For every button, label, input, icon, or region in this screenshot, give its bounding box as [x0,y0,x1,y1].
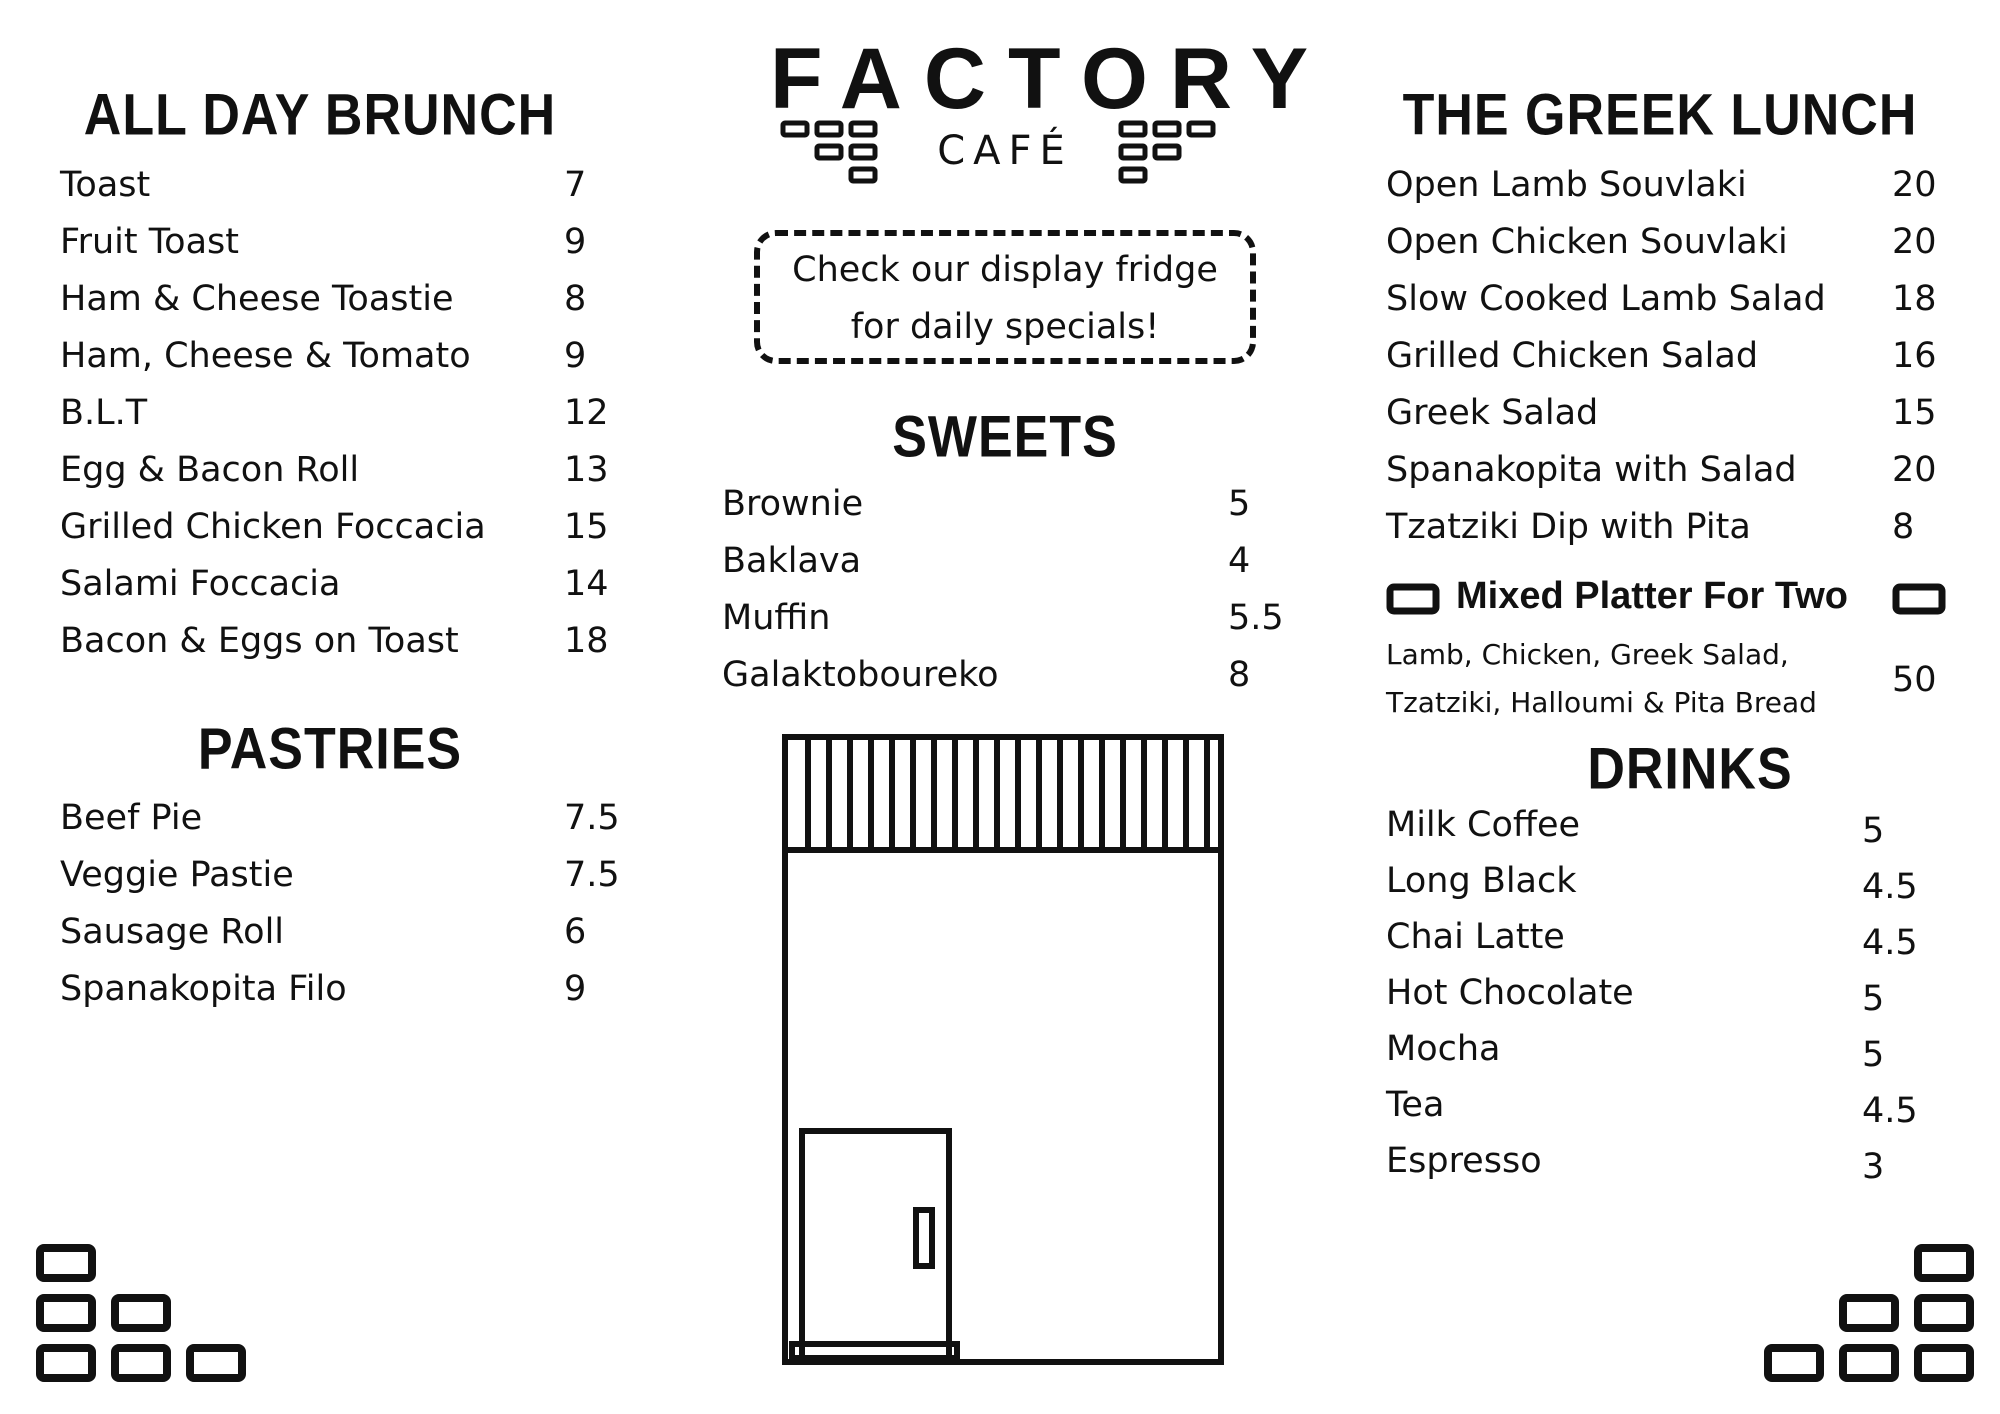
sweets-item-name: Galaktoboureko [722,655,999,695]
platter-title: Mixed Platter For Two [1456,575,1849,617]
drinks-item-price: 4.5 [1862,1091,1918,1131]
brunch-item-name: Salami Foccacia [60,564,341,604]
sweets-item-price: 5 [1228,484,1251,524]
greek-item-name: Spanakopita with Salad [1386,450,1797,490]
platter-desc-line-1: Lamb, Chicken, Greek Salad, [1386,638,1789,671]
logo-subtitle: CAFÉ [937,128,1073,174]
brunch-item-name: Bacon & Eggs on Toast [60,621,459,661]
greek-item-name: Open Lamb Souvlaki [1386,165,1747,205]
greek-item-price: 8 [1892,507,1915,547]
brunch-item-price: 18 [564,621,609,661]
drinks-item-name: Long Black [1386,861,1577,901]
corner-bricks-right-icon [1762,1242,1982,1392]
greek-item-price: 20 [1892,450,1937,490]
greek-heading: THE GREEK LUNCH [1402,83,1918,149]
sweets-item-price: 8 [1228,655,1251,695]
drinks-item-price: 5 [1862,1035,1885,1075]
pastries-heading: PASTRIES [197,717,463,783]
sweets-item-price: 5.5 [1228,598,1284,638]
drinks-item-name: Tea [1386,1085,1445,1125]
greek-item-name: Slow Cooked Lamb Salad [1386,279,1826,319]
brunch-item-price: 9 [564,222,587,262]
brunch-item-price: 13 [564,450,609,490]
platter-price: 50 [1892,660,1937,700]
logo-bricks-left-icon [780,120,890,190]
brunch-item-name: B.L.T [60,393,148,433]
sweets-item-name: Muffin [722,598,831,638]
brunch-item-price: 8 [564,279,587,319]
drinks-item-price: 5 [1862,979,1885,1019]
drinks-item-name: Mocha [1386,1029,1501,1069]
greek-item-price: 20 [1892,165,1937,205]
brick-icon [1386,583,1442,617]
pastries-item-price: 9 [564,969,587,1009]
corner-bricks-left-icon [34,1242,254,1392]
brunch-item-price: 14 [564,564,609,604]
logo-title: FACTORY [770,31,1331,127]
logo-bricks-right-icon [1118,120,1228,190]
brick-icon [1892,583,1948,617]
notice-line-1: Check our display fridge [792,250,1218,290]
greek-item-name: Grilled Chicken Salad [1386,336,1759,376]
brunch-item-name: Egg & Bacon Roll [60,450,360,490]
platter-desc-line-2: Tzatziki, Halloumi & Pita Bread [1386,686,1817,719]
brunch-item-name: Ham, Cheese & Tomato [60,336,471,376]
brunch-item-price: 7 [564,165,587,205]
sweets-item-name: Baklava [722,541,862,581]
pastries-item-name: Sausage Roll [60,912,285,952]
drinks-item-name: Espresso [1386,1141,1542,1181]
brunch-item-price: 15 [564,507,609,547]
brunch-item-name: Toast [60,165,151,205]
drinks-item-price: 4.5 [1862,867,1918,907]
drinks-item-price: 4.5 [1862,923,1918,963]
pastries-item-price: 7.5 [564,798,620,838]
pastries-item-name: Spanakopita Filo [60,969,347,1009]
fridge-icon [780,730,1230,1370]
sweets-item-name: Brownie [722,484,864,524]
pastries-item-name: Beef Pie [60,798,203,838]
drinks-item-name: Milk Coffee [1386,805,1581,845]
pastries-item-price: 6 [564,912,587,952]
drinks-item-name: Chai Latte [1386,917,1565,957]
drinks-item-price: 5 [1862,811,1885,851]
pastries-item-price: 7.5 [564,855,620,895]
greek-item-name: Greek Salad [1386,393,1599,433]
brunch-item-price: 12 [564,393,609,433]
greek-item-price: 15 [1892,393,1937,433]
brunch-item-price: 9 [564,336,587,376]
brunch-item-name: Grilled Chicken Foccacia [60,507,486,547]
brunch-heading: ALL DAY BRUNCH [83,83,557,149]
drinks-item-name: Hot Chocolate [1386,973,1634,1013]
sweets-item-price: 4 [1228,541,1251,581]
greek-item-price: 16 [1892,336,1937,376]
greek-item-name: Open Chicken Souvlaki [1386,222,1788,262]
brunch-item-name: Fruit Toast [60,222,239,262]
brunch-item-name: Ham & Cheese Toastie [60,279,454,319]
greek-item-name: Tzatziki Dip with Pita [1386,507,1751,547]
pastries-item-name: Veggie Pastie [60,855,294,895]
sweets-heading: SWEETS [892,405,1118,471]
greek-item-price: 18 [1892,279,1937,319]
greek-item-price: 20 [1892,222,1937,262]
notice-line-2: for daily specials! [850,307,1160,347]
drinks-heading: DRINKS [1587,737,1793,803]
drinks-item-price: 3 [1862,1147,1885,1187]
